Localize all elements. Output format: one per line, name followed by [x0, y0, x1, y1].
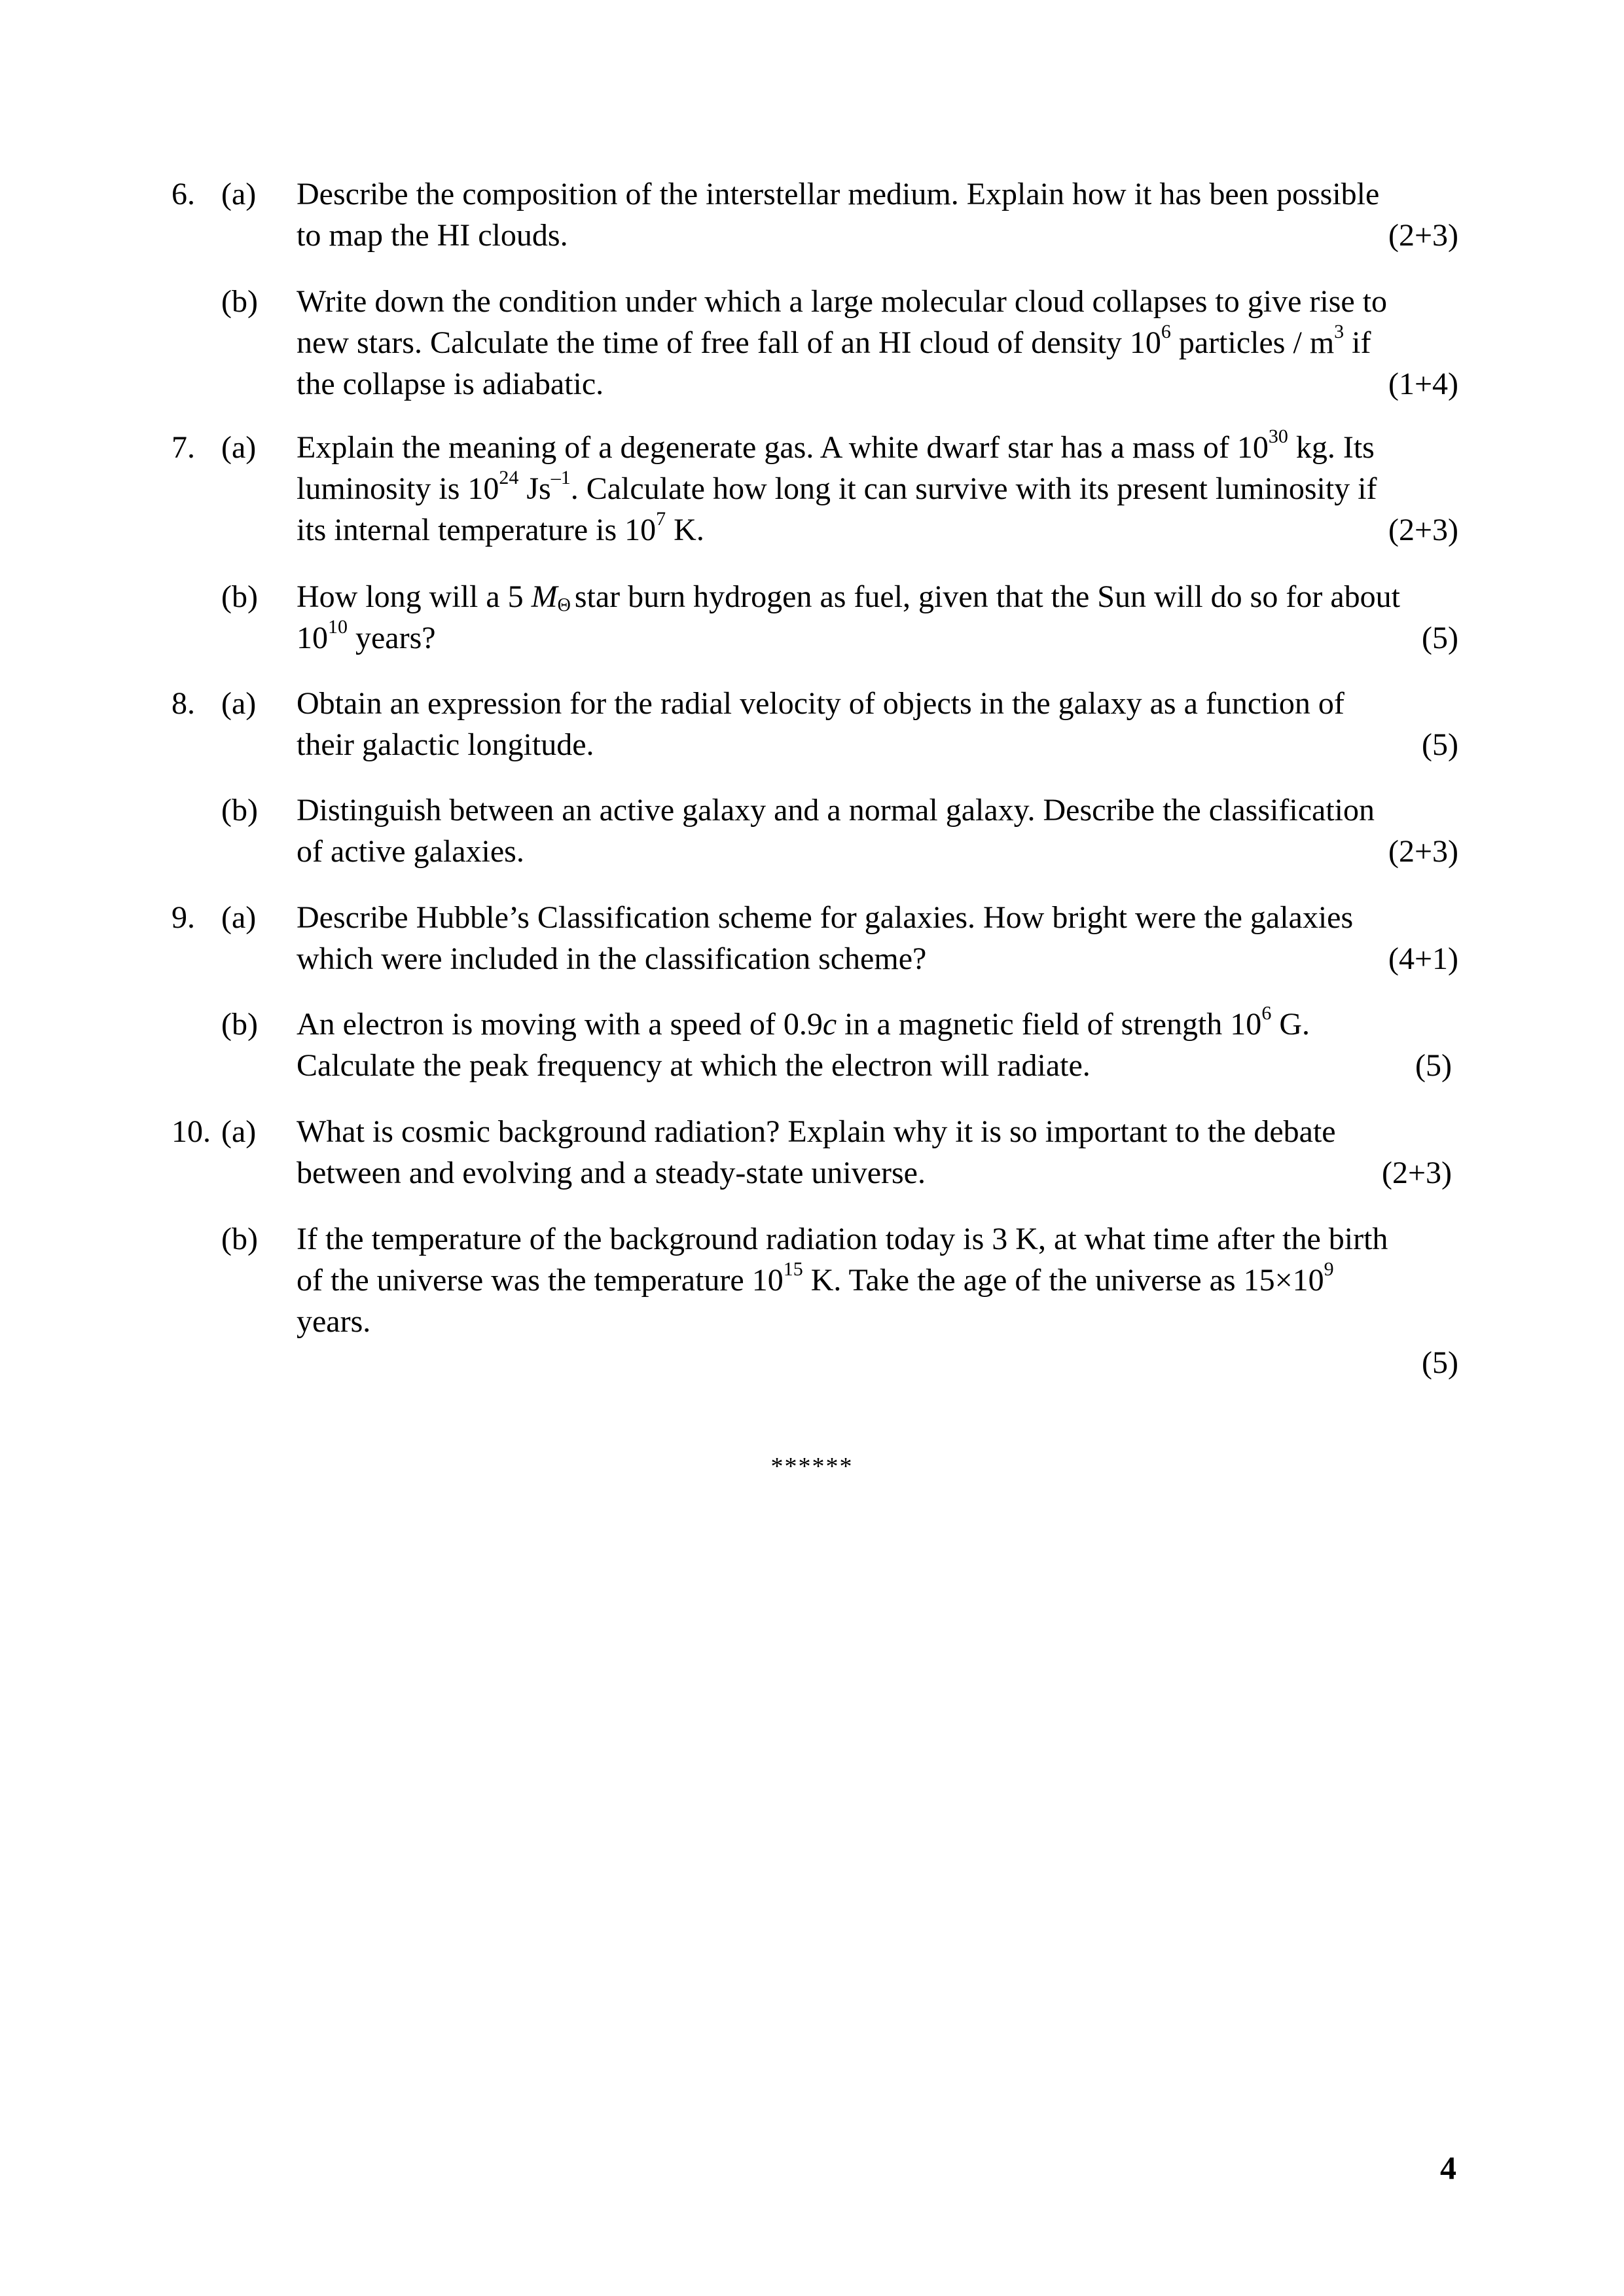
text-line — [297, 1342, 1458, 1383]
part-label: (a) — [221, 900, 257, 935]
text-line: to map the HI clouds. (2+3) — [297, 215, 1458, 256]
marks-allocation: (5) — [1422, 1345, 1458, 1380]
question-text — [297, 1111, 1458, 1194]
text-line: between and evolving and a steady-state universe. (2+3) — [297, 1152, 1458, 1194]
part-label: (b) — [221, 579, 258, 614]
page-number: 4 — [1440, 2149, 1456, 2186]
part-label: (a) — [221, 686, 257, 721]
text-line: How long will a 5 MΘ star burn hydrogen as fuel, given that the Sun will do so for about — [297, 579, 1400, 615]
text-line: Distinguish between an active galaxy and a normal galaxy. Describe the classification — [297, 793, 1375, 828]
text-line: An electron is moving with a speed of 0.9c in a magnetic field of strength $10^6$ G. — [297, 1002, 1310, 1042]
text-line: luminosity is $10^{24}$ $Js^{-1}$. Calculate how long it can survive with its present luminosity if — [297, 467, 1377, 506]
question-text — [297, 790, 1458, 872]
text-line: which were included in the classification scheme? (4+1) — [297, 938, 1458, 979]
question-text — [297, 281, 1458, 405]
marks-allocation: (1+4) — [1388, 367, 1458, 401]
text-line: Obtain an expression for the radial velocity of objects in the galaxy as a function of — [297, 686, 1344, 721]
text-line: If the temperature of the background radiation today is 3 K, at what time after the birth — [297, 1222, 1388, 1256]
question-text — [297, 1004, 1458, 1086]
text-line: new stars. Calculate the time of free fall of an HI cloud of density $10^6$ particles / $m^3$ if — [297, 321, 1371, 360]
question-number: 7. — [171, 430, 195, 465]
marks-allocation: (2+3) — [1388, 513, 1458, 547]
marks-allocation: (5) — [1415, 1048, 1452, 1083]
marks-allocation: (5) — [1422, 621, 1458, 655]
sun-symbol: Θ — [557, 595, 571, 615]
text-line: Calculate the peak frequency at which the electron will radiate. (5) — [297, 1045, 1458, 1086]
text-line: Describe Hubble’s Classification scheme for galaxies. How bright were the galaxies — [297, 900, 1354, 935]
marks-allocation: (4+1) — [1388, 941, 1458, 976]
question-text — [297, 683, 1458, 765]
question-text — [297, 897, 1458, 979]
marks-allocation: (2+3) — [1381, 1156, 1452, 1190]
question-text — [297, 427, 1458, 551]
question-number: 6. — [171, 177, 195, 211]
question-text — [297, 173, 1458, 256]
text-line: its internal temperature is $10^7$ K. (2+3) — [297, 509, 1458, 551]
text-line: Describe the composition of the interstellar medium. Explain how it has been possible — [297, 177, 1380, 211]
text-line: Write down the condition under which a large molecular cloud collapses to give rise to — [297, 284, 1388, 319]
text-line: of active galaxies. (2+3) — [297, 831, 1458, 872]
part-label: (b) — [221, 793, 258, 828]
text-line: Explain the meaning of a degenerate gas. A white dwarf star has a mass of $10^{30}$ kg. Its — [297, 426, 1375, 465]
marks-allocation: (2+3) — [1388, 834, 1458, 869]
solar-mass-symbol: M — [531, 579, 558, 614]
part-label: (b) — [221, 284, 258, 319]
question-number: 8. — [171, 686, 195, 721]
text-line: $10^{10}$ years? (5) — [297, 617, 1458, 659]
part-label: (b) — [221, 1007, 258, 1042]
text-line: What is cosmic background radiation? Explain why it is so important to the debate — [297, 1114, 1336, 1149]
question-text — [297, 1218, 1458, 1383]
question-number: 10. — [171, 1114, 211, 1149]
marks-allocation: (5) — [1422, 727, 1458, 762]
text-line: the collapse is adiabatic. (1+4) — [297, 363, 1458, 405]
text-line: their galactic longitude. (5) — [297, 724, 1458, 765]
text-line: of the universe was the temperature $10^{15}$ K. Take the age of the universe as $15\times 10^9$ — [297, 1258, 1334, 1298]
part-label: (a) — [221, 1114, 257, 1149]
part-label: (b) — [221, 1222, 258, 1256]
part-label: (a) — [221, 430, 257, 465]
text-line: years. — [297, 1304, 371, 1339]
part-label: (a) — [221, 177, 257, 211]
question-number: 9. — [171, 900, 195, 935]
end-of-paper-marker: ****** — [770, 1453, 854, 1480]
marks-allocation: (2+3) — [1388, 218, 1458, 253]
question-text — [297, 576, 1458, 659]
